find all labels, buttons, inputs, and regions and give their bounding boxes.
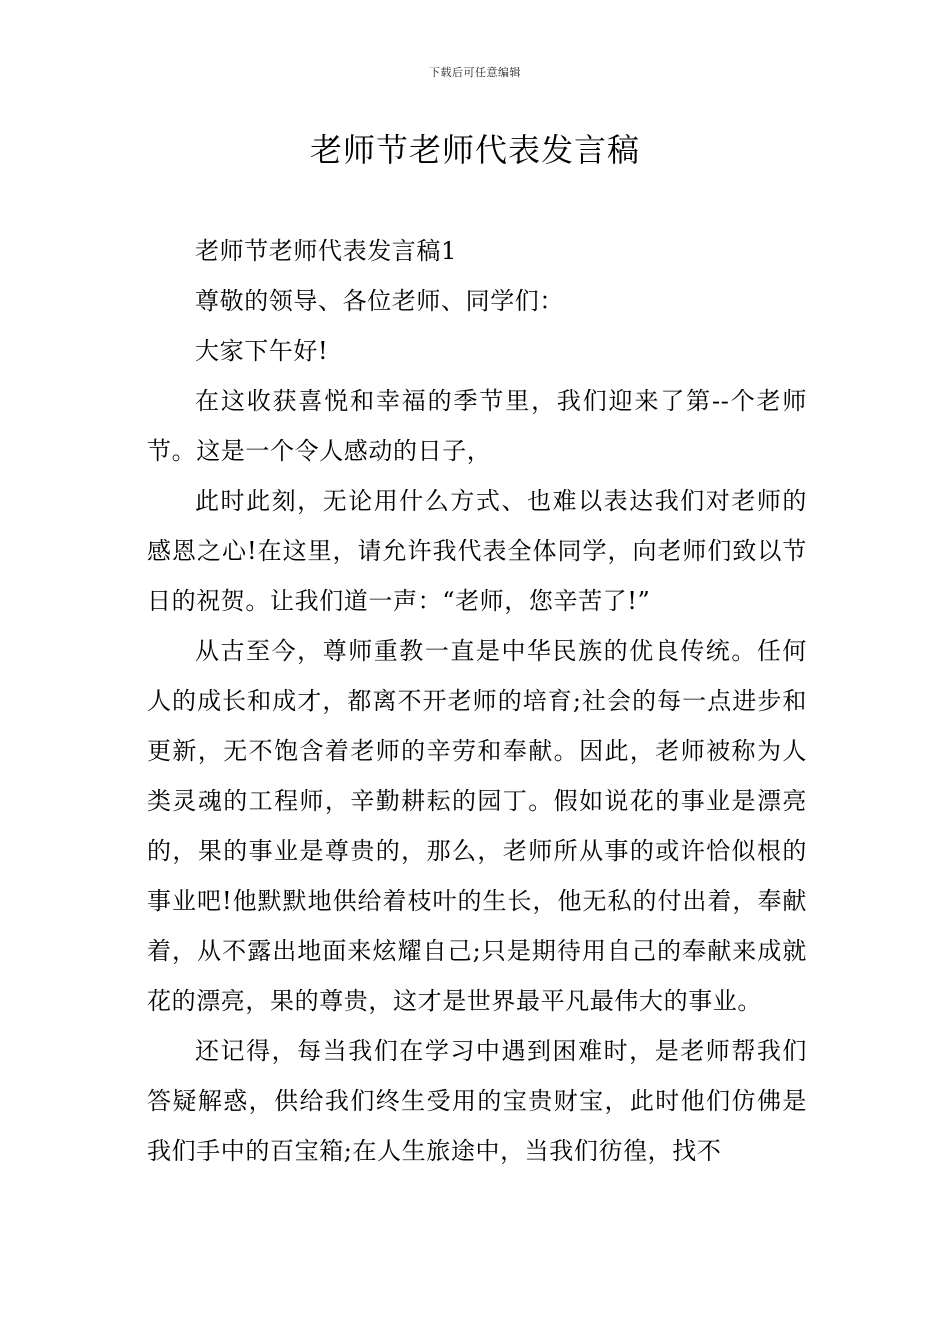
- paragraph-body: 还记得，每当我们在学习中遇到困难时，是老师帮我们答疑解惑，供给我们终生受用的宝贵财宝，此时他们仿佛是我们手中的百宝箱;在人生旅途中，当我们彷徨，找不: [147, 1037, 807, 1165]
- header-note: 下载后可任意编辑: [429, 66, 521, 79]
- paragraph-body: 此时此刻，无论用什么方式、也难以表达我们对老师的感恩之心!在这里，请允许我代表全体同学，向老师们致以节日的祝贺。让我们道一声：“老师，您辛苦了!”: [147, 487, 807, 615]
- document-title: 老师节老师代表发言稿: [309, 131, 640, 169]
- paragraph-greeting: 大家下午好!: [195, 337, 329, 365]
- paragraph-salutation: 尊敬的领导、各位老师、同学们：: [195, 287, 564, 315]
- paragraph-body: 在这收获喜悦和幸福的季节里，我们迎来了第--个老师节。这是一个令人感动的日子，: [147, 387, 807, 465]
- paragraph-body: 从古至今，尊师重教一直是中华民族的优良传统。任何人的成长和成才，都离不开老师的培育;社会的每一点进步和更新，无不饱含着老师的辛劳和奉献。因此，老师被称为人类灵魂的工程师，辛勤耕耘的园丁。假如说花的事业是漂亮的，果的事业是尊贵的，那么，老师所从事的或许恰似根的事业吧!他默默地供给着枝叶的生长，他无私的付出着，奉献着，从不露出地面来炫耀自己;只是期待用自己的奉献来成就花的漂亮，果的尊贵，这才是世界最平凡最伟大的事业。: [147, 637, 807, 1015]
- paragraph-subtitle: 老师节老师代表发言稿1: [195, 237, 457, 265]
- document-body: [147, 226, 807, 1176]
